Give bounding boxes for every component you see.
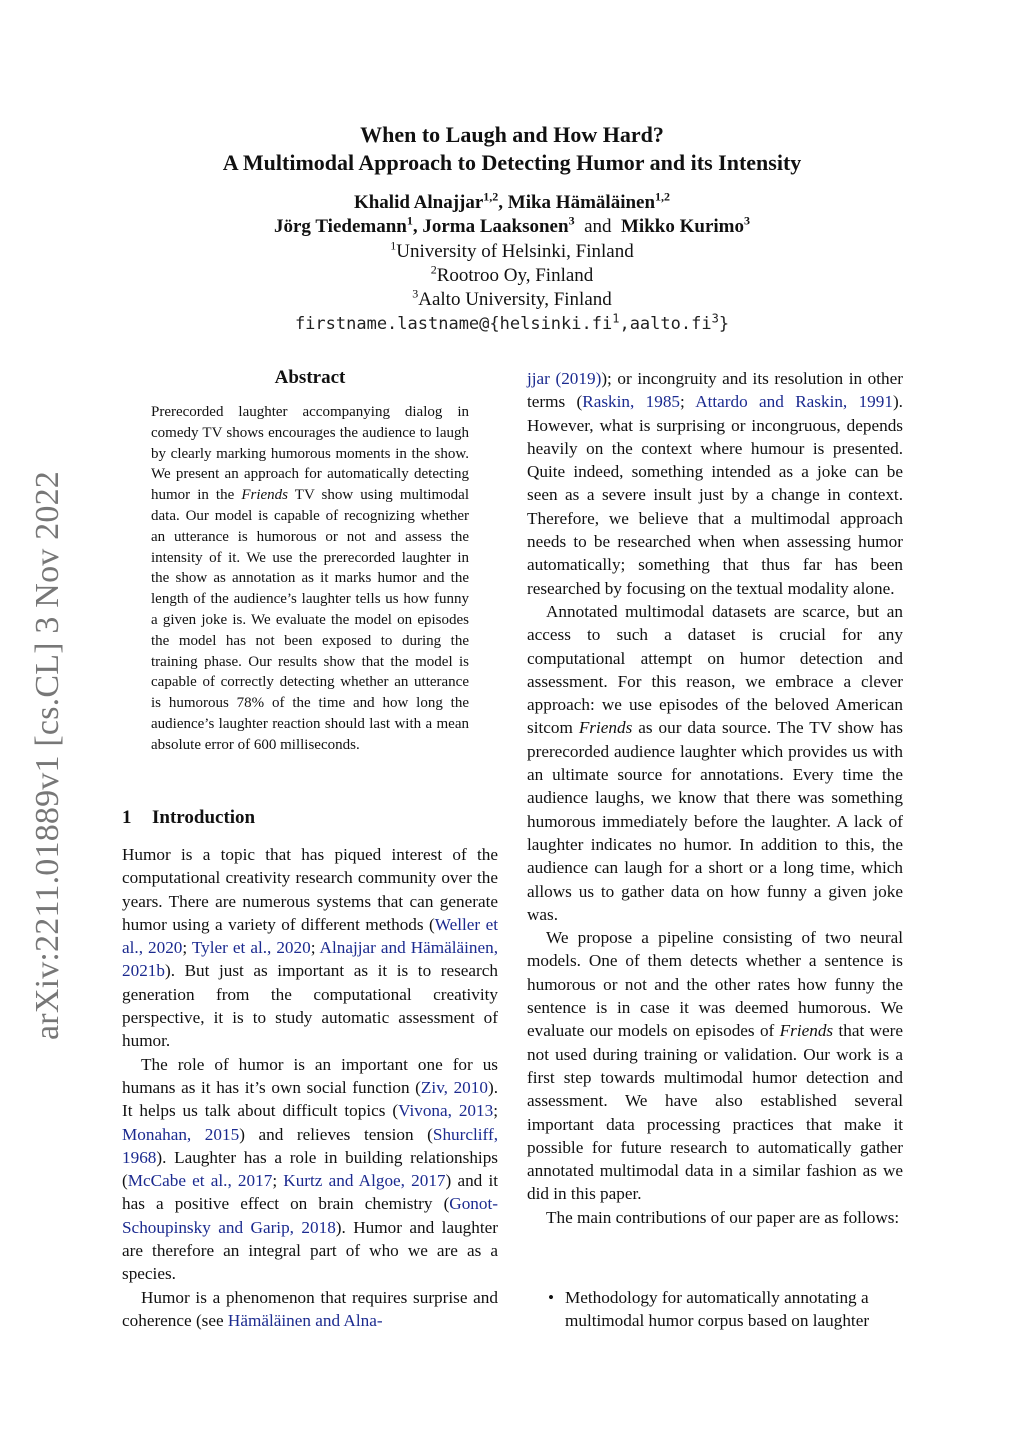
author-affiliation-mark: 1,2 — [483, 189, 499, 204]
citation-link[interactable]: Gonot-Schoupinsky and Garip, 2018 — [122, 1194, 498, 1237]
author-conjunction: and — [584, 216, 612, 237]
author-affiliation-mark: 3 — [568, 213, 575, 228]
citation-link[interactable]: Monahan, 2015 — [122, 1124, 240, 1144]
citation-link[interactable]: Attardo and Raskin, 1991 — [695, 392, 893, 412]
affiliation: $^3$Aalto University, Finland — [412, 286, 612, 310]
author-name: Mikko Kurimo — [621, 216, 744, 237]
paragraph: The main contributions of our paper are as follows: — [546, 1207, 900, 1227]
arxiv-stamp: arXiv:2211.01889v1 [cs.CL] 3 Nov 2022 — [29, 471, 66, 1040]
citation-link[interactable]: Vivona, 2013 — [398, 1101, 494, 1121]
citation-link[interactable]: Weller et al., 2020 — [122, 914, 498, 958]
paragraph: We propose a pipeline consisting of two neural models. One of them detects whether a sentence is humorous or not and the other rates how funny the sentence is in case it was deemed humorous. We evaluate our models on episodes of Friends that were not used during training or validation. Our work is a first step towards multimodal humor detection and assessment. We have also established several important data processing practices that make it possible for future research to automatically gather annotated multimodal data in a similar fashion as we did in this paper. — [527, 928, 904, 1204]
paragraph: The role of humor is an important one for us humans as it has it’s own social function (Ziv, 2010). It helps us talk about difficult topics (Vivona, 2013; Monahan, 2015) and relieves tension (Shurcliff, 1968). Laughter has a role in building relationships (McCabe et al., 2017; Kurtz and Algoe, 2017) and it has a positive effect on brain chemistry (Gonot-Schoupinsky and Garip, 2018). Humor and laughter are therefore an integral part of who we are as a species. — [122, 1054, 498, 1284]
citation-link[interactable]: jjar (2019) — [527, 369, 602, 388]
paragraph: Humor is a topic that has piqued interest of the computational creativity research community over the years. There are numerous systems that can generate humor using a variety of different methods (Weller et al., 2020; Tyler et al., 2020; Alnajjar and Hämäläinen, 2021b). But just as important as it is to research generation from the computational creativity perspective, it is to study automatic assessment of humor. — [122, 845, 499, 1051]
bullet-icon: • — [548, 1288, 555, 1307]
affiliation: $^1$University of Helsinki, Finland — [390, 238, 634, 262]
section-heading-introduction: 1 Introduction — [122, 807, 256, 828]
paragraph: jjar (2019)); or incongruity and its resolution in other terms (Raskin, 1985; Attardo and Raskin, 1991). However, what is surprising or incongruous, depends heavily on the context where humour is presented. Quite indeed, something intended as a joke can be seen as a severe insult just by a change in context. Therefore, we believe that a multimodal approach needs to be researched when when assessing humor automatically; something that thus far has been researched by focusing on the textual modality alone. — [527, 369, 903, 598]
affiliation: $^2$Rootroo Oy, Finland — [430, 262, 594, 286]
citation-link[interactable]: Kurtz and Algoe, 2017 — [283, 1171, 446, 1191]
author-name: Jorma Laaksonen — [422, 216, 569, 237]
left-column-body — [122, 843, 498, 1332]
abstract-heading: Abstract — [274, 367, 346, 388]
author-line-1: Khalid Alnajjar$^{1,2}$, Mika Hämäläinen$^{1,2}$ — [353, 189, 671, 213]
paragraph: Annotated multimodal datasets are scarce, but an access to such a dataset is crucial for any computational attempt on humor detection and assessment. For this reason, we embrace a clever approach: we use episodes of the beloved American sitcom Friends as our data source. The TV show has prerecorded audience laughter which provides us with an ultimate source for annotations. Every time the audience laughs, we know that there was something humorous immediately before the laughter. A lack of laughter indicates no humor. In addition to this, the audience can laugh for a short or a long time, which allows us to gather data on how funny a given joke was. — [527, 601, 903, 924]
citation-link[interactable]: Raskin, 1985 — [582, 392, 681, 412]
author-email: $firstname.lastname@\{helsinki.fi^1,aalto.fi^3\}$ — [294, 311, 730, 334]
list-item-text: Methodology for automatically annotating a multimodal humor corpus based on laughter — [565, 1288, 870, 1331]
author-name: Jörg Tiedemann — [274, 216, 407, 237]
author-line-2: Jörg Tiedemann$^1$, Jorma Laaksonen$^3$ and Mikko Kurimo$^3$ — [274, 213, 750, 237]
citation-link[interactable]: Ziv, 2010 — [420, 1077, 488, 1097]
paper-title-line-2: A Multimodal Approach to Detecting Humor and its Intensity — [222, 150, 802, 175]
author-name: Mika Hämäläinen — [507, 192, 656, 213]
citation-link[interactable]: Alnajjar and Hämäläinen, 2021b — [122, 938, 499, 981]
right-column-body — [527, 367, 903, 1229]
author-affiliation-mark: 1,2 — [655, 189, 671, 204]
citation-link[interactable]: Tyler et al., 2020 — [191, 938, 311, 958]
paragraph: Humor is a phenomenon that requires surprise and coherence (see Hämäläinen and Alna- — [122, 1287, 498, 1330]
citation-link[interactable]: Shurcliff, 1968 — [122, 1124, 498, 1167]
author-affiliation-mark: 3 — [743, 213, 750, 228]
abstract-text: Prerecorded laughter accompanying dialog in comedy TV shows encourages the audience to laugh by clearly marking humorous moments in the show. We present an approach for automatically detecting humor in the Friends TV show using multimodal data. Our model is capable of recognizing whether an utterance is humorous or not and assess the intensity of it. We use the prerecorded laughter in the show as annotation as it marks humor and the length of the audience’s laughter tells us how funny a given joke is. We evaluate the model on episodes the model has not been exposed to during the training phase. Our results show that the model is capable of correctly detecting whether an utterance is humorous 78% of the time and how long the audience’s laughter reaction should last with a mean absolute error of 600 milliseconds. — [151, 404, 470, 753]
citation-link[interactable]: Hämäläinen and Alna- — [227, 1310, 383, 1330]
author-name: Khalid Alnajjar — [353, 192, 484, 213]
citation-link[interactable]: McCabe et al., 2017 — [127, 1171, 273, 1191]
paper-title-line-1: When to Laugh and How Hard? — [360, 122, 664, 147]
author-affiliation-mark: 1 — [406, 213, 413, 228]
